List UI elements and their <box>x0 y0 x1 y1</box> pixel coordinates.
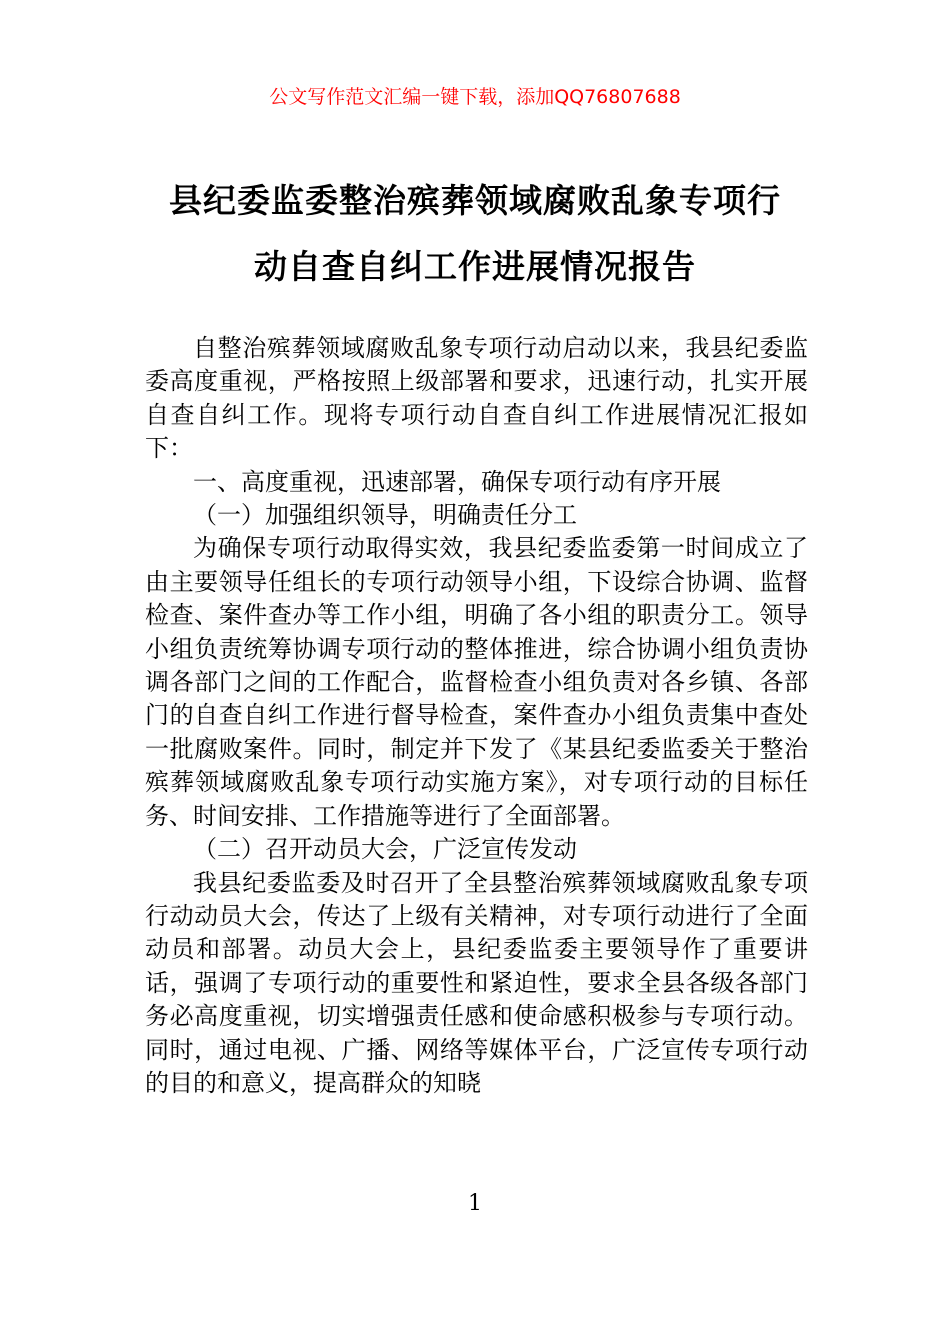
page-number: 1 <box>468 1191 482 1216</box>
document-title <box>140 168 810 300</box>
subsection-heading-2: （二）召开动员大会，广泛宣传发动 <box>193 835 577 864</box>
document-body <box>145 332 808 1100</box>
section-heading-1: 一、高度重视，迅速部署，确保专项行动有序开展 <box>193 467 721 496</box>
download-note: 公文写作范文汇编一键下载，添加QQ76807688 <box>269 86 681 108</box>
title-line-2: 动自查自纠工作进展情况报告 <box>254 247 696 286</box>
body-paragraph-1: 为确保专项行动取得实效，我县纪委监委第一时间成立了由主要领导任组长的专项行动领导小组，下设综合协调、监督检查、案件查办等工作小组，明确了各小组的职责分工。领导小组负责统筹协调专项行动的整体推进，综合协调小组负责协调各部门之间的工作配合，监督检查小组负责对各乡镇、各部门的自查自纠工作进行督导检查，案件查办小组负责集中查处一批腐败案件。同时，制定并下发了《某县纪委监委关于整治殡葬领域腐败乱象专项行动实施方案》，对专项行动的目标任务、时间安排、工作措施等进行了全面部署。 <box>145 534 808 830</box>
subsection-heading-1: （一）加强组织领导，明确责任分工 <box>193 501 577 530</box>
intro-paragraph: 自整治殡葬领域腐败乱象专项行动启动以来，我县纪委监委高度重视，严格按照上级部署和要求，迅速行动，扎实开展自查自纠工作。现将专项行动自查自纠工作进展情况汇报如下： <box>145 334 808 463</box>
body-paragraph-2: 我县纪委监委及时召开了全县整治殡葬领域腐败乱象专项行动动员大会，传达了上级有关精神，对专项行动进行了全面动员和部署。动员大会上，县纪委监委主要领导作了重要讲话，强调了专项行动的重要性和紧迫性，要求全县各级各部门务必高度重视，切实增强责任感和使命感积极参与专项行动。同时，通过电视、广播、网络等媒体平台，广泛宣传专项行动的目的和意义，提高群众的知晓 <box>145 868 808 1097</box>
title-line-1: 县纪委监委整治殡葬领域腐败乱象专项行 <box>169 181 781 220</box>
